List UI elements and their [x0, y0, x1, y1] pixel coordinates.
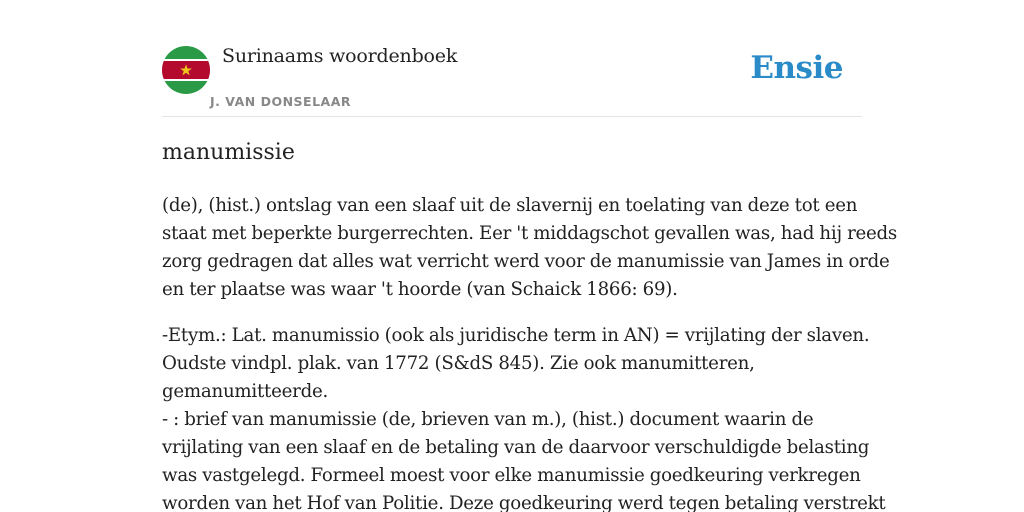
entry-definition: [162, 192, 898, 512]
suriname-flag-icon: [162, 46, 210, 94]
etymology-line: vrijlating van een slaaf en de betaling van de daarvoor verschuldigde belasting: [162, 437, 870, 458]
etymology-paragraph: [162, 322, 886, 512]
definition-line: zorg gedragen dat alles wat verricht werd voor de manumissie van James in orde: [162, 251, 890, 272]
definition-line: (de), (hist.) ontslag van een slaaf uit de slavernij en toelating van deze tot een: [162, 195, 858, 216]
ensie-logo-link[interactable]: Ensie: [750, 50, 843, 86]
dictionary-title[interactable]: Surinaams woordenboek: [222, 45, 458, 67]
etymology-line: Oudste vindpl. plak. van 1772 (S&dS 845). Zie ook manumitteren,: [162, 353, 755, 374]
etymology-line: -Etym.: Lat. manumissio (ook als juridische term in AN) = vrijlating der slaven.: [162, 325, 870, 346]
etymology-line: gemanumitteerde.: [162, 381, 329, 402]
definition-line: staat met beperkte burgerrechten. Eer 't middagschot gevallen was, had hij reeds: [162, 223, 898, 244]
etymology-line: worden van het Hof van Politie. Deze goedkeuring werd tegen betaling verstrekt: [162, 493, 886, 512]
site-header: [162, 0, 862, 117]
definition-paragraph: [162, 192, 898, 304]
etymology-line: was vastgelegd. Formeel moest voor elke manumissie goedkeuring verkregen: [162, 465, 861, 486]
definition-line: en ter plaatse was waar 't hoorde (van Schaick 1866: 69).: [162, 279, 678, 300]
etymology-line: - : brief van manumissie (de, brieven van m.), (hist.) document waarin de: [162, 409, 814, 430]
entry-headword: manumissie: [162, 140, 295, 165]
dictionary-author: J. VAN DONSELAAR: [210, 94, 352, 109]
